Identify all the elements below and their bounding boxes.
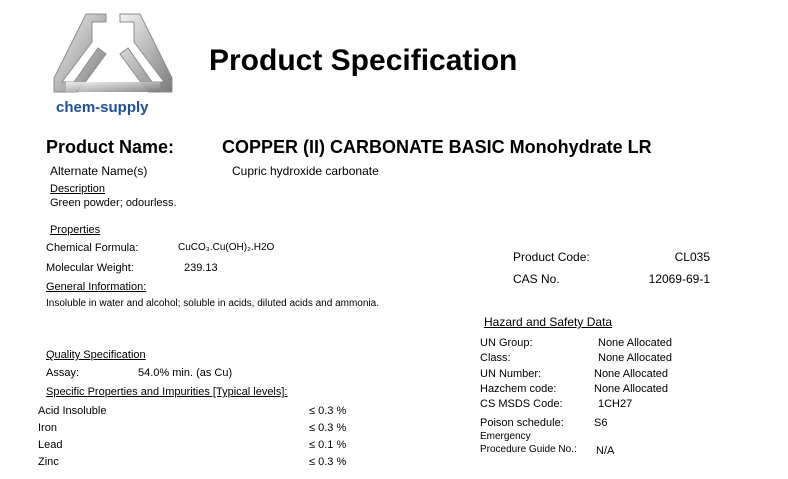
alternate-name-label: Alternate Name(s) xyxy=(50,164,148,178)
un-number-value: None Allocated xyxy=(594,368,668,380)
hazchem-value: None Allocated xyxy=(594,383,668,395)
poison-schedule-label: Poison schedule: xyxy=(480,417,564,429)
hazchem-label: Hazchem code: xyxy=(480,383,557,395)
assay-value: 54.0% min. (as Cu) xyxy=(138,367,233,379)
general-info-heading: General Information: xyxy=(46,281,147,293)
class-label: Class: xyxy=(480,352,511,364)
un-group-label: UN Group: xyxy=(480,337,533,349)
chemical-formula-label: Chemical Formula: xyxy=(46,242,139,254)
molecular-weight-label: Molecular Weight: xyxy=(46,262,134,274)
page-title: Product Specification xyxy=(209,44,518,77)
general-info-text: Insoluble in water and alcohol; soluble in acids, diluted acids and ammonia. xyxy=(46,298,379,309)
emergency-label: Emergency xyxy=(480,431,531,442)
poison-schedule-value: S6 xyxy=(594,417,608,429)
cas-value: 12069-69-1 xyxy=(648,272,710,286)
description-text: Green powder; odourless. xyxy=(50,197,177,209)
cas-label: CAS No. xyxy=(513,272,560,286)
impurity-name: Lead xyxy=(38,439,63,451)
class-value: None Allocated xyxy=(598,352,672,364)
product-name-value: COPPER (II) CARBONATE BASIC Monohydrate LR xyxy=(222,137,652,157)
quality-heading: Quality Specification xyxy=(46,349,146,361)
un-number-label: UN Number: xyxy=(480,368,542,380)
impurity-value: ≤ 0.1 % xyxy=(309,439,347,451)
molecular-weight-value: 239.13 xyxy=(184,262,218,274)
msds-code-value: 1CH27 xyxy=(598,398,633,410)
procedure-guide-value: N/A xyxy=(596,445,615,457)
impurity-value: ≤ 0.3 % xyxy=(309,405,347,417)
procedure-guide-label: Procedure Guide No.: xyxy=(480,444,577,455)
impurity-value: ≤ 0.3 % xyxy=(309,456,347,468)
un-group-value: None Allocated xyxy=(598,337,672,349)
properties-heading: Properties xyxy=(50,224,101,236)
description-heading: Description xyxy=(50,183,106,195)
impurities-heading: Specific Properties and Impurities [Typical levels]: xyxy=(46,386,288,398)
product-name-label: Product Name: xyxy=(46,137,175,157)
logo-text: chem-supply xyxy=(56,99,149,116)
alternate-name-value: Cupric hydroxide carbonate xyxy=(232,164,379,178)
product-code-value: CL035 xyxy=(674,250,710,264)
impurity-name: Zinc xyxy=(38,456,59,468)
product-code-label: Product Code: xyxy=(513,250,590,264)
assay-label: Assay: xyxy=(46,367,80,379)
chemical-formula-value: CuCO₃.Cu(OH)₂.H2O xyxy=(178,242,275,253)
impurity-name: Iron xyxy=(38,422,57,434)
hazard-heading: Hazard and Safety Data xyxy=(484,315,613,329)
impurity-value: ≤ 0.3 % xyxy=(309,422,347,434)
msds-code-label: CS MSDS Code: xyxy=(480,398,563,410)
impurity-name: Acid Insoluble xyxy=(38,405,107,417)
